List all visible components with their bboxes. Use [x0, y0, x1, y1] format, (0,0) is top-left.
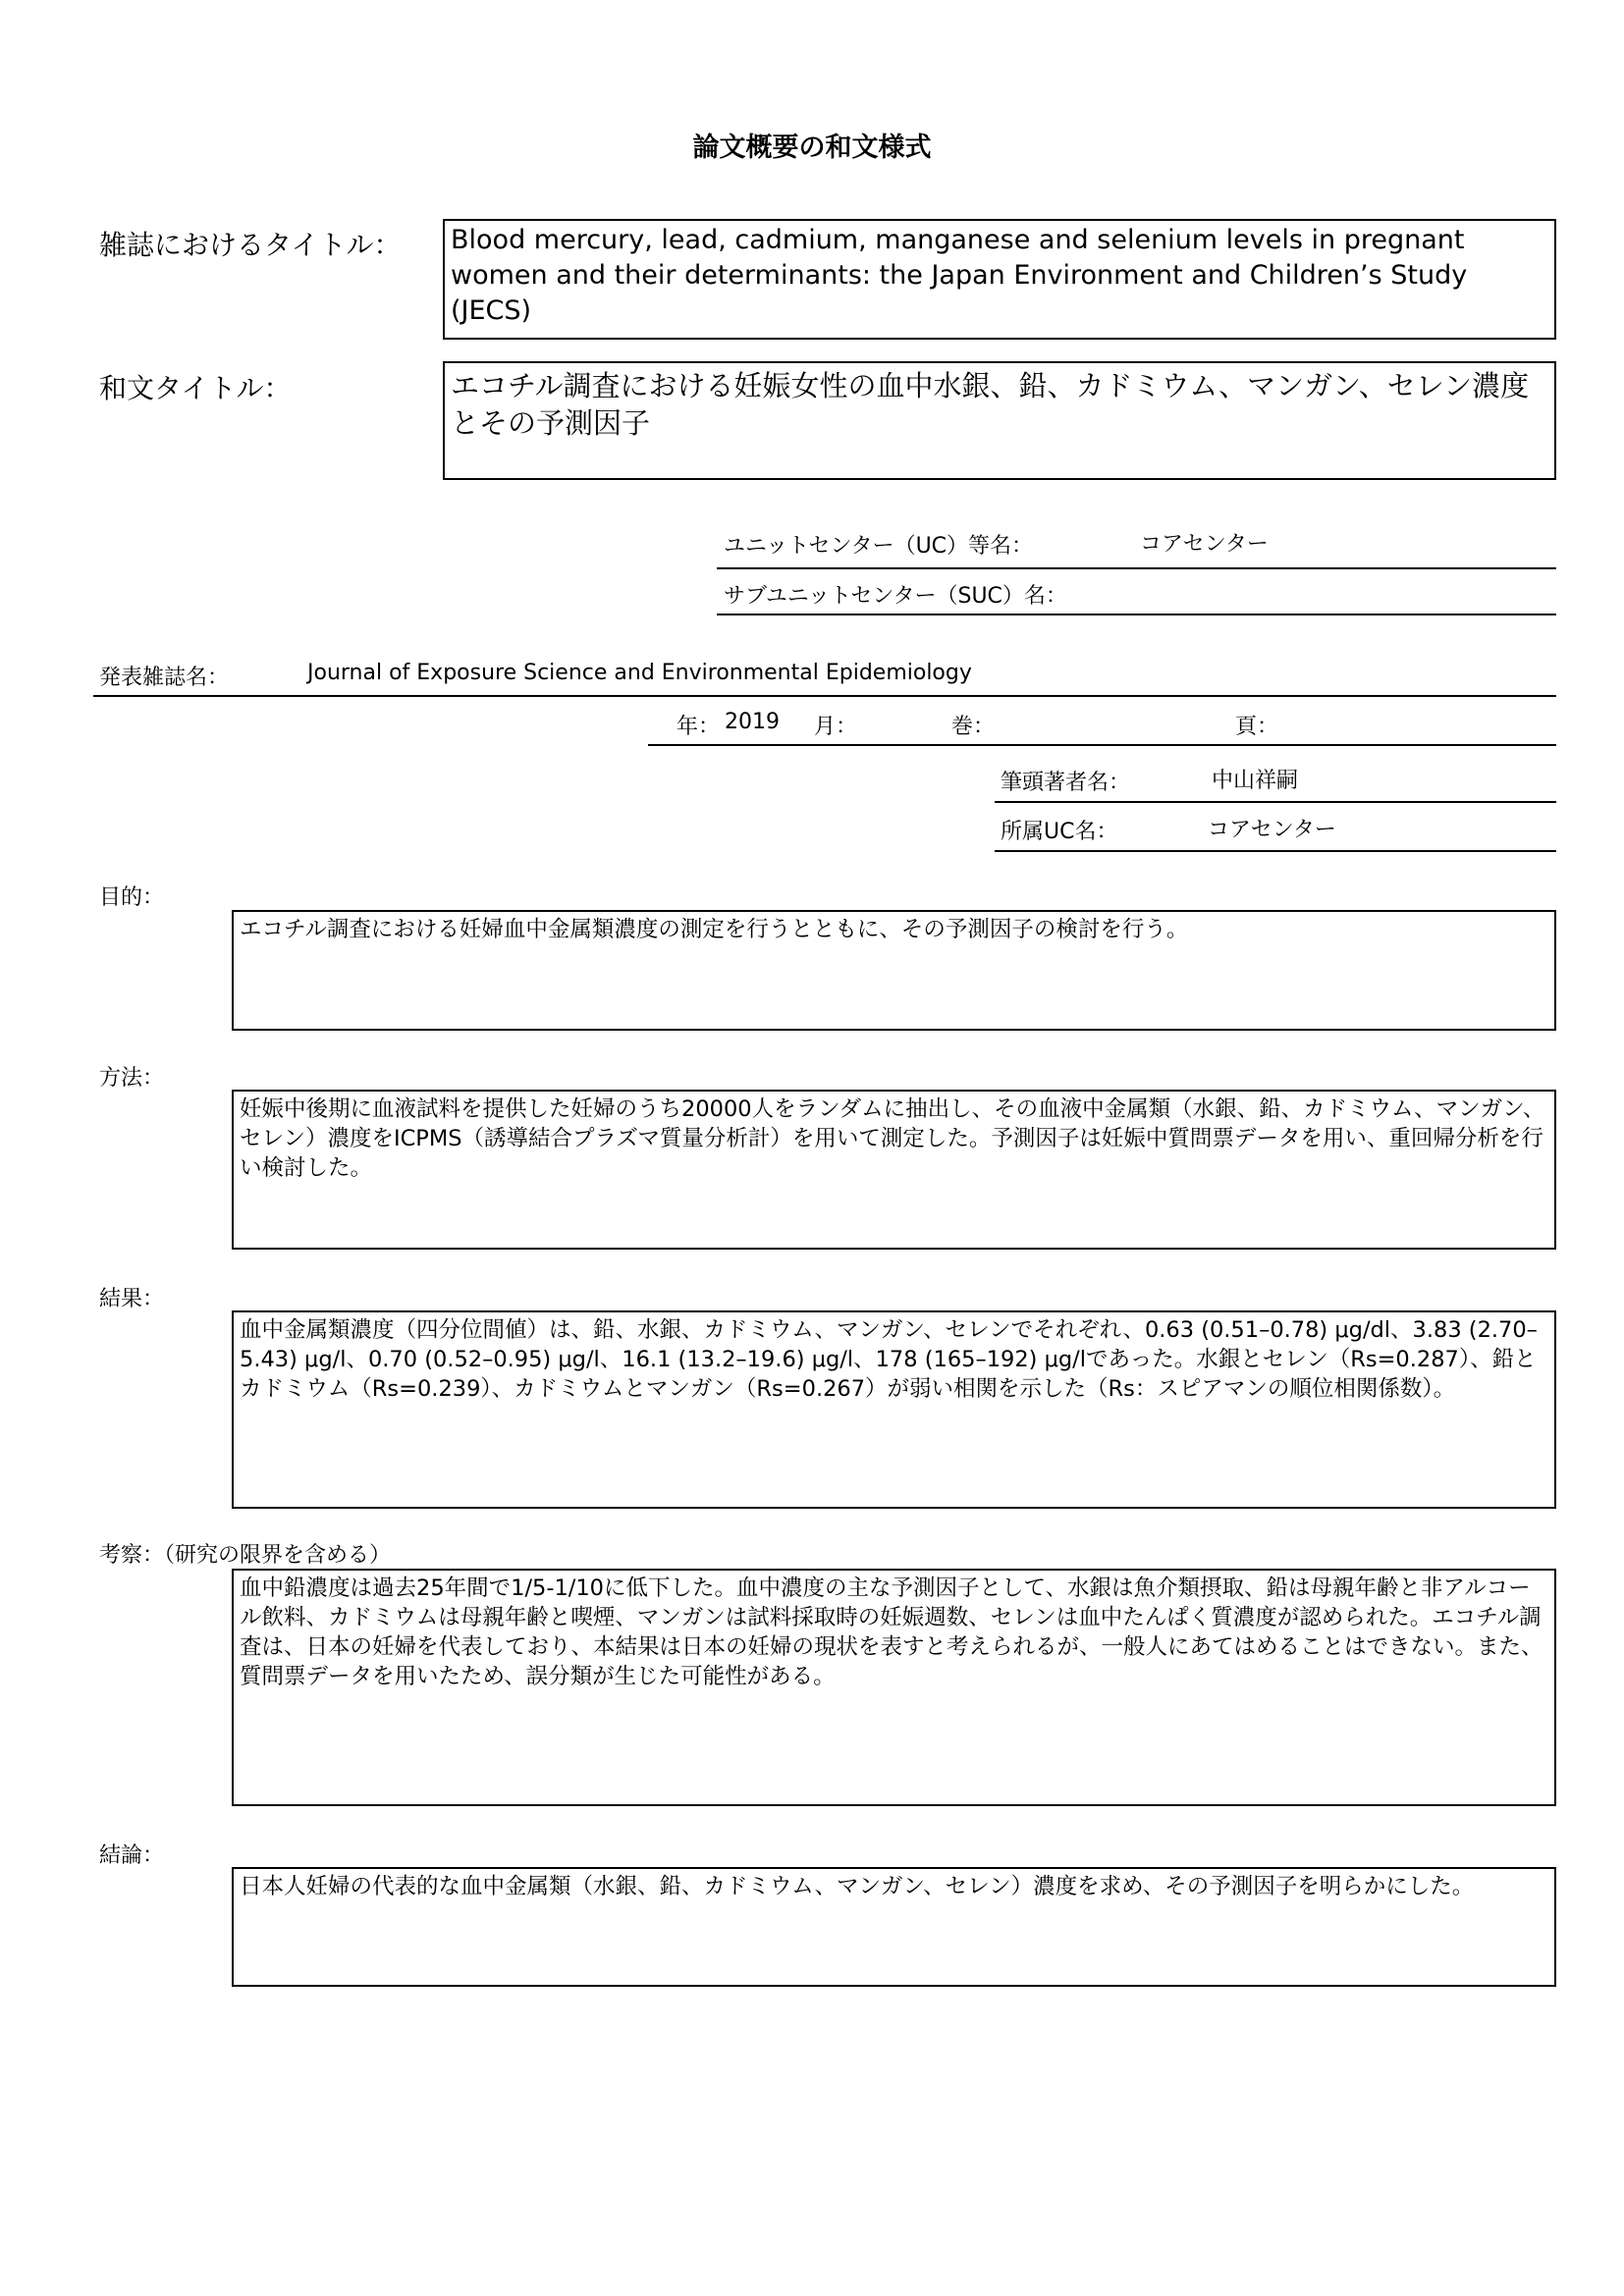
journal-name-rule	[93, 695, 1556, 697]
conclusion-label: 結論：	[99, 1843, 165, 1868]
year-value: 2019	[725, 710, 780, 734]
jp-title-label: 和文タイトル：	[99, 372, 292, 404]
first-author: 中山祥嗣	[1212, 769, 1299, 793]
year-rule	[648, 744, 1556, 746]
page-title: 論文概要の和文様式	[692, 133, 932, 163]
jp-title-box: エコチル調査における妊娠女性の血中水銀、鉛、カドミウム、マンガン、セレン濃度とその予測因子	[443, 361, 1556, 480]
affiliation: コアセンター	[1208, 818, 1336, 842]
results-label: 結果：	[99, 1287, 165, 1311]
suc-rule	[717, 614, 1556, 615]
discussion-box: 血中鉛濃度は過去25年間で1/5-1/10に低下した。血中濃度の主な予測因子として、水銀は魚介類摂取、鉛は母親年齢と非アルコール飲料、カドミウムは母親年齢と喫煙、マンガンは試料採取時の妊娠週数、セレンは血中たんぱく質濃度が認められた。エコチル調査は、日本の妊婦を代表しており、本結果は日本の妊婦の現状を表すと考えられるが、一般人にあてはめることはできない。また、質問票データを用いたため、誤分類が生じた可能性がある。	[232, 1569, 1556, 1806]
affiliation-label: 所属UC名：	[1001, 820, 1118, 844]
journal-name-label: 発表雑誌名：	[99, 666, 230, 690]
first-author-label: 筆頭著者名：	[1001, 771, 1131, 795]
purpose-label: 目的：	[99, 885, 165, 910]
journal-title-label: 雑誌におけるタイトル：	[99, 229, 402, 261]
journal-name: Journal of Exposure Science and Environmental Epidemiology	[307, 661, 972, 685]
discussion-label: 考察：（研究の限界を含める）	[99, 1543, 392, 1568]
month-label: 月：	[814, 715, 858, 739]
uc-value: コアセンター	[1140, 532, 1269, 557]
uc-rule	[717, 567, 1556, 569]
results-box: 血中金属類濃度（四分位間値）は、鉛、水銀、カドミウム、マンガン、セレンでそれぞれ、0.63 (0.51–0.78) μg/dl、3.83 (2.70–5.43) μg/l、0.70 (0.52–0.95) μg/l、16.1 (13.2–19.6) μg/l、178 (165–192) μg/lであった。水銀とセレン（Rs=0.287）、鉛とカドミウム（Rs=0.239）、カドミウムとマンガン（Rs=0.267）が弱い相関を示した（Rs：スピアマンの順位相関係数）。	[232, 1310, 1556, 1509]
year-label: 年：	[677, 715, 721, 739]
conclusion-box: 日本人妊婦の代表的な血中金属類（水銀、鉛、カドミウム、マンガン、セレン）濃度を求め、その予測因子を明らかにした。	[232, 1867, 1556, 1987]
affiliation-rule	[995, 850, 1556, 852]
uc-label: ユニットセンター（UC）等名：	[724, 534, 1034, 559]
methods-box: 妊娠中後期に血液試料を提供した妊婦のうち20000人をランダムに抽出し、その血液中金属類（水銀、鉛、カドミウム、マンガン、セレン）濃度をICPMS（誘導結合プラズマ質量分析計）を用いて測定した。予測因子は妊娠中質問票データを用い、重回帰分析を行い検討した。	[232, 1090, 1556, 1250]
journal-title-box: Blood mercury, lead, cadmium, manganese and selenium levels in pregnant women and their determinants: the Japan Environment and Children’s Study (JECS)	[443, 219, 1556, 340]
page-label: 頁：	[1235, 715, 1279, 739]
suc-label: サブユニットセンター（SUC）名：	[724, 584, 1067, 609]
volume-label: 巻：	[951, 715, 996, 739]
methods-label: 方法：	[99, 1066, 165, 1091]
first-author-rule	[995, 801, 1556, 803]
purpose-box: エコチル調査における妊婦血中金属類濃度の測定を行うとともに、その予測因子の検討を行う。	[232, 910, 1556, 1031]
